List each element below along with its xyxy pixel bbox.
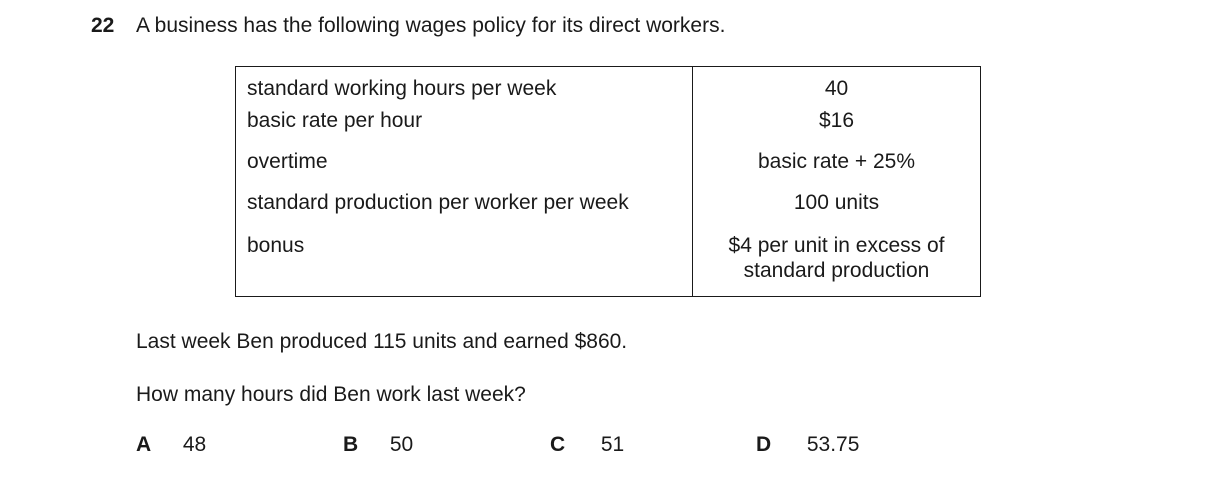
wages-policy-table: [235, 66, 981, 297]
option-a[interactable]: [136, 433, 206, 457]
question-number: 22: [91, 14, 115, 37]
option-b[interactable]: [343, 433, 413, 457]
table-row: [236, 190, 981, 233]
option-value: 48: [182, 433, 207, 456]
row-value: $16: [818, 109, 855, 132]
row-value: [693, 233, 981, 297]
row-label: standard working hours per week: [236, 67, 693, 109]
option-value: 53.75: [806, 433, 860, 456]
option-letter: B: [343, 433, 359, 456]
row-value-line: standard production: [743, 259, 930, 282]
table-row: [236, 108, 981, 149]
option-letter: A: [136, 433, 152, 456]
row-label: overtime: [236, 149, 693, 190]
row-value-line: $4 per unit in excess of: [728, 234, 945, 257]
option-letter: C: [550, 433, 566, 456]
row-label: basic rate per hour: [236, 108, 693, 149]
row-value: basic rate + 25%: [757, 150, 915, 173]
row-value: 40: [824, 77, 849, 100]
row-value: 100 units: [793, 191, 880, 214]
table-row: [236, 67, 981, 109]
row-label: standard production per worker per week: [236, 190, 693, 233]
option-c[interactable]: [550, 433, 624, 457]
question-stem: A business has the following wages policy for its direct workers.: [136, 14, 726, 37]
option-value: 51: [600, 433, 625, 456]
option-value: 50: [389, 433, 414, 456]
table-row: [236, 233, 981, 297]
table-row: [236, 149, 981, 190]
option-d[interactable]: [756, 433, 859, 457]
info-text: Last week Ben produced 115 units and earned $860.: [136, 330, 628, 353]
row-label: bonus: [236, 233, 693, 297]
option-letter: D: [756, 433, 772, 456]
prompt-text: How many hours did Ben work last week?: [136, 383, 526, 406]
